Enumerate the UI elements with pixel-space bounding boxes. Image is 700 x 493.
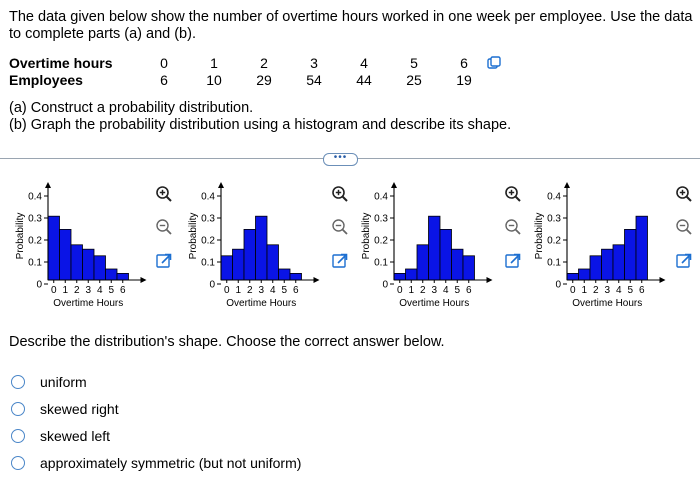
- x-axis-arrow: [660, 277, 666, 283]
- expand-icon[interactable]: [331, 252, 349, 270]
- x-tick-label: 2: [419, 285, 426, 296]
- copy-data-icon[interactable]: [487, 56, 501, 70]
- histogram-bar: [406, 269, 418, 280]
- y-tick-label: 0.3: [28, 213, 42, 225]
- x-axis-arrow: [487, 277, 493, 283]
- histogram-bar: [394, 273, 406, 280]
- hours-cell: 2: [260, 55, 268, 71]
- histogram-bar: [244, 229, 256, 280]
- zoom-out-icon[interactable]: [155, 218, 173, 236]
- hours-cell: 4: [360, 55, 368, 71]
- question-text: Describe the distribution's shape. Choose the correct answer below.: [9, 334, 445, 350]
- zoom-in-icon[interactable]: [331, 185, 349, 203]
- x-tick-label: 1: [408, 285, 415, 296]
- histogram-bar: [83, 249, 95, 280]
- x-tick-label: 3: [431, 285, 438, 296]
- radio-button[interactable]: [11, 402, 25, 416]
- y-tick-label: 0.3: [374, 213, 388, 225]
- zoom-out-icon[interactable]: [504, 218, 522, 236]
- x-tick-label: 6: [292, 285, 299, 296]
- histogram-chart: [531, 178, 666, 313]
- histogram-bar: [567, 273, 579, 280]
- x-axis-label: Overtime Hours: [572, 298, 643, 309]
- hours-cell: 3: [310, 55, 318, 71]
- y-axis-label: Probability: [15, 212, 26, 260]
- histogram-bar: [233, 249, 245, 280]
- hours-cell: 1: [210, 55, 218, 71]
- y-tick-label: 0.1: [201, 257, 215, 269]
- radio-button[interactable]: [11, 429, 25, 443]
- employees-cell: 25: [406, 72, 422, 88]
- histogram-bar: [290, 273, 302, 280]
- y-axis-label: Probability: [534, 212, 545, 260]
- y-tick-label: 0.1: [547, 257, 561, 269]
- x-tick-label: 3: [604, 285, 611, 296]
- choice-label: skewed left: [40, 428, 111, 444]
- x-tick-label: 0: [569, 285, 576, 296]
- x-tick-label: 2: [592, 285, 599, 296]
- choice-label: uniform: [40, 374, 87, 390]
- part-b-text: (b) Graph the probability distribution using a histogram and describe its shape.: [9, 117, 512, 133]
- y-tick-label: 0.3: [547, 213, 561, 225]
- histogram-bar: [579, 269, 591, 280]
- employees-cell: 54: [306, 72, 322, 88]
- hours-cell: 0: [160, 55, 168, 71]
- histogram-bar: [279, 269, 291, 280]
- y-axis-arrow: [564, 182, 570, 188]
- expand-icon[interactable]: [155, 252, 173, 270]
- x-tick-label: 0: [396, 285, 403, 296]
- x-axis-arrow: [314, 277, 320, 283]
- x-axis-label: Overtime Hours: [399, 298, 470, 309]
- y-axis-arrow: [218, 182, 224, 188]
- x-tick-label: 5: [108, 285, 115, 296]
- x-tick-label: 2: [73, 285, 80, 296]
- x-tick-label: 3: [258, 285, 265, 296]
- y-axis-arrow: [391, 182, 397, 188]
- x-tick-label: 4: [442, 285, 449, 296]
- zoom-out-icon[interactable]: [331, 218, 349, 236]
- histogram-bar: [452, 249, 464, 280]
- y-tick-label: 0.2: [547, 235, 561, 247]
- histogram-bar: [417, 245, 429, 280]
- y-tick-label: 0.4: [201, 191, 215, 203]
- more-button[interactable]: •••: [323, 153, 358, 166]
- hours-cell: 5: [410, 55, 418, 71]
- x-tick-label: 4: [269, 285, 276, 296]
- x-tick-label: 5: [281, 285, 288, 296]
- x-tick-label: 3: [85, 285, 92, 296]
- choice-label: skewed right: [40, 401, 119, 417]
- choice-label: approximately symmetric (but not uniform): [40, 455, 302, 471]
- zoom-in-icon[interactable]: [155, 185, 173, 203]
- x-tick-label: 5: [454, 285, 461, 296]
- histogram-bar: [117, 273, 129, 280]
- zoom-in-icon[interactable]: [675, 185, 693, 203]
- histogram-bar: [106, 269, 118, 280]
- y-tick-label: 0.3: [201, 213, 215, 225]
- radio-button[interactable]: [11, 456, 25, 470]
- histogram-bar: [48, 216, 60, 280]
- employees-cell: 29: [256, 72, 272, 88]
- x-tick-label: 5: [627, 285, 634, 296]
- y-axis-label: Probability: [188, 212, 199, 260]
- y-axis-arrow: [45, 182, 51, 188]
- employees-cell: 10: [206, 72, 222, 88]
- histogram-bar: [429, 216, 441, 280]
- expand-icon[interactable]: [504, 252, 522, 270]
- histogram-chart: [12, 178, 147, 313]
- histogram-bar: [602, 249, 614, 280]
- y-axis-label: Probability: [361, 212, 372, 260]
- part-a-text: (a) Construct a probability distribution.: [9, 100, 254, 116]
- y-tick-label: 0: [209, 279, 215, 291]
- x-tick-label: 6: [638, 285, 645, 296]
- expand-icon[interactable]: [675, 252, 693, 270]
- x-axis-label: Overtime Hours: [53, 298, 124, 309]
- employees-cell: 44: [356, 72, 372, 88]
- y-tick-label: 0.2: [201, 235, 215, 247]
- employees-cell: 19: [456, 72, 472, 88]
- x-tick-label: 4: [96, 285, 103, 296]
- histogram-bar: [267, 245, 279, 280]
- histogram-bar: [256, 216, 268, 280]
- problem-intro: The data given below show the number of overtime hours worked in one week per employee. Use the data to complete parts (a) and (b).: [9, 9, 693, 42]
- histogram-bar: [94, 256, 106, 280]
- hours-cell: 6: [460, 55, 468, 71]
- x-tick-label: 1: [581, 285, 588, 296]
- x-tick-label: 4: [615, 285, 622, 296]
- x-axis-arrow: [141, 277, 147, 283]
- x-tick-label: 0: [223, 285, 230, 296]
- histogram-bar: [636, 216, 648, 280]
- y-tick-label: 0: [382, 279, 388, 291]
- x-tick-label: 1: [235, 285, 242, 296]
- y-tick-label: 0: [555, 279, 561, 291]
- x-tick-label: 2: [246, 285, 253, 296]
- histogram-chart: [185, 178, 320, 313]
- histogram-bar: [613, 245, 625, 280]
- problem-parts: [9, 100, 511, 134]
- histogram-bar: [463, 256, 475, 280]
- histogram-bar: [71, 245, 83, 280]
- y-tick-label: 0.2: [374, 235, 388, 247]
- y-tick-label: 0.2: [28, 235, 42, 247]
- histogram-bar: [590, 256, 602, 280]
- x-axis-label: Overtime Hours: [226, 298, 297, 309]
- y-tick-label: 0.4: [28, 191, 42, 203]
- employees-cell: 6: [160, 72, 168, 88]
- histogram-chart: [358, 178, 493, 313]
- x-tick-label: 1: [62, 285, 69, 296]
- row-label-employees: Employees: [9, 72, 83, 88]
- x-tick-label: 6: [119, 285, 126, 296]
- y-tick-label: 0.4: [374, 191, 388, 203]
- histogram-bar: [60, 229, 72, 280]
- histogram-bar: [625, 229, 637, 280]
- histogram-bar: [221, 256, 233, 280]
- row-label-hours: Overtime hours: [9, 55, 113, 71]
- y-tick-label: 0.4: [547, 191, 561, 203]
- radio-button[interactable]: [11, 375, 25, 389]
- zoom-out-icon[interactable]: [675, 218, 693, 236]
- y-tick-label: 0.1: [28, 257, 42, 269]
- y-tick-label: 0: [36, 279, 42, 291]
- x-tick-label: 0: [50, 285, 57, 296]
- histogram-bar: [440, 229, 452, 280]
- zoom-in-icon[interactable]: [504, 185, 522, 203]
- y-tick-label: 0.1: [374, 257, 388, 269]
- x-tick-label: 6: [465, 285, 472, 296]
